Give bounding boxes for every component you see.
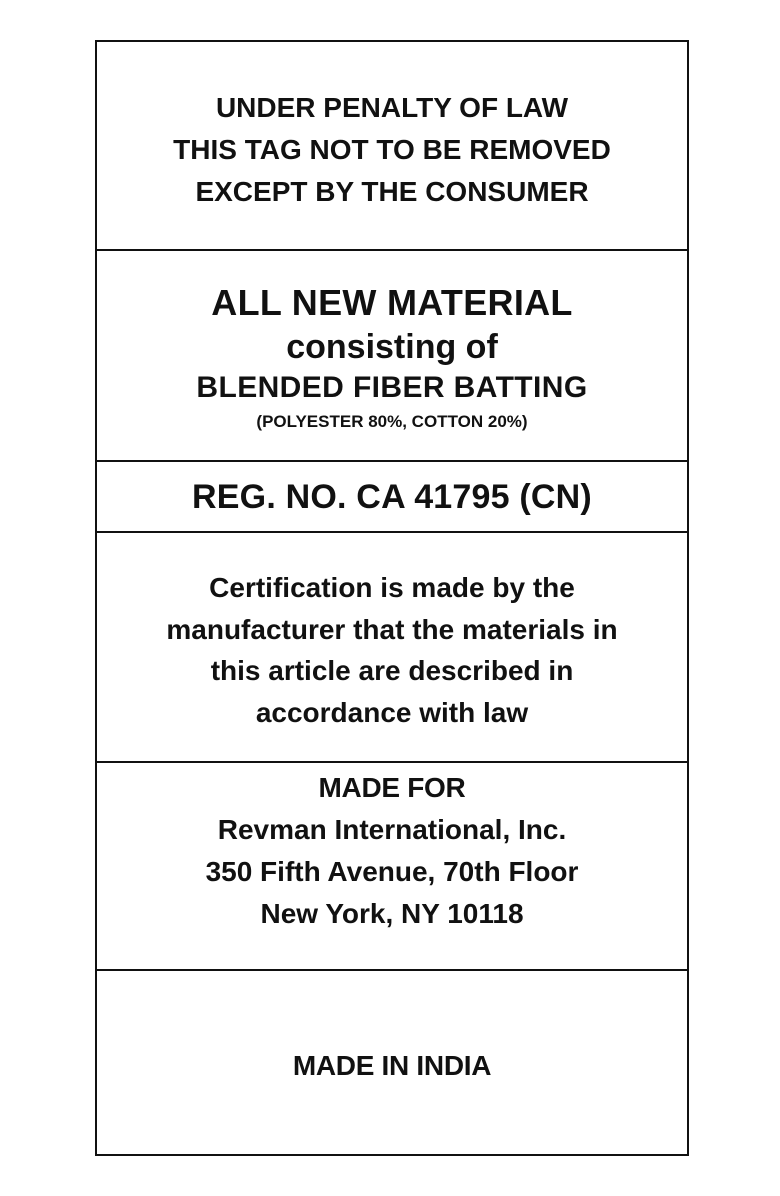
made-for-section: [97, 763, 687, 971]
registration-section: [97, 462, 687, 533]
filling-description: BLENDED FIBER BATTING: [196, 370, 588, 404]
registration-number: REG. NO. CA 41795 (CN): [192, 477, 592, 516]
country-of-origin: MADE IN INDIA: [292, 1049, 492, 1081]
warning-line: UNDER PENALTY OF LAW: [215, 91, 569, 123]
certification-line: accordance with law: [255, 696, 529, 728]
certification-section: [97, 533, 687, 763]
warning-line: THIS TAG NOT TO BE REMOVED: [173, 133, 611, 165]
origin-section: [97, 971, 687, 1154]
law-tag: [95, 40, 689, 1156]
fiber-composition: (POLYESTER 80%, COTTON 20%): [256, 411, 528, 431]
warning-line: EXCEPT BY THE CONSUMER: [195, 175, 589, 207]
material-heading: ALL NEW MATERIAL: [211, 281, 573, 323]
consisting-of-text: consisting of: [286, 327, 498, 366]
warning-section: [97, 42, 687, 251]
material-section: [97, 251, 687, 462]
certification-line: manufacturer that the materials in: [166, 613, 618, 645]
certification-line: Certification is made by the: [209, 572, 575, 603]
certification-line: this article are described in: [210, 655, 574, 686]
company-street: 350 Fifth Avenue, 70th Floor: [205, 856, 579, 887]
company-name: Revman International, Inc.: [217, 814, 567, 845]
made-for-title: MADE FOR: [318, 772, 466, 803]
company-city: New York, NY 10118: [260, 898, 524, 929]
